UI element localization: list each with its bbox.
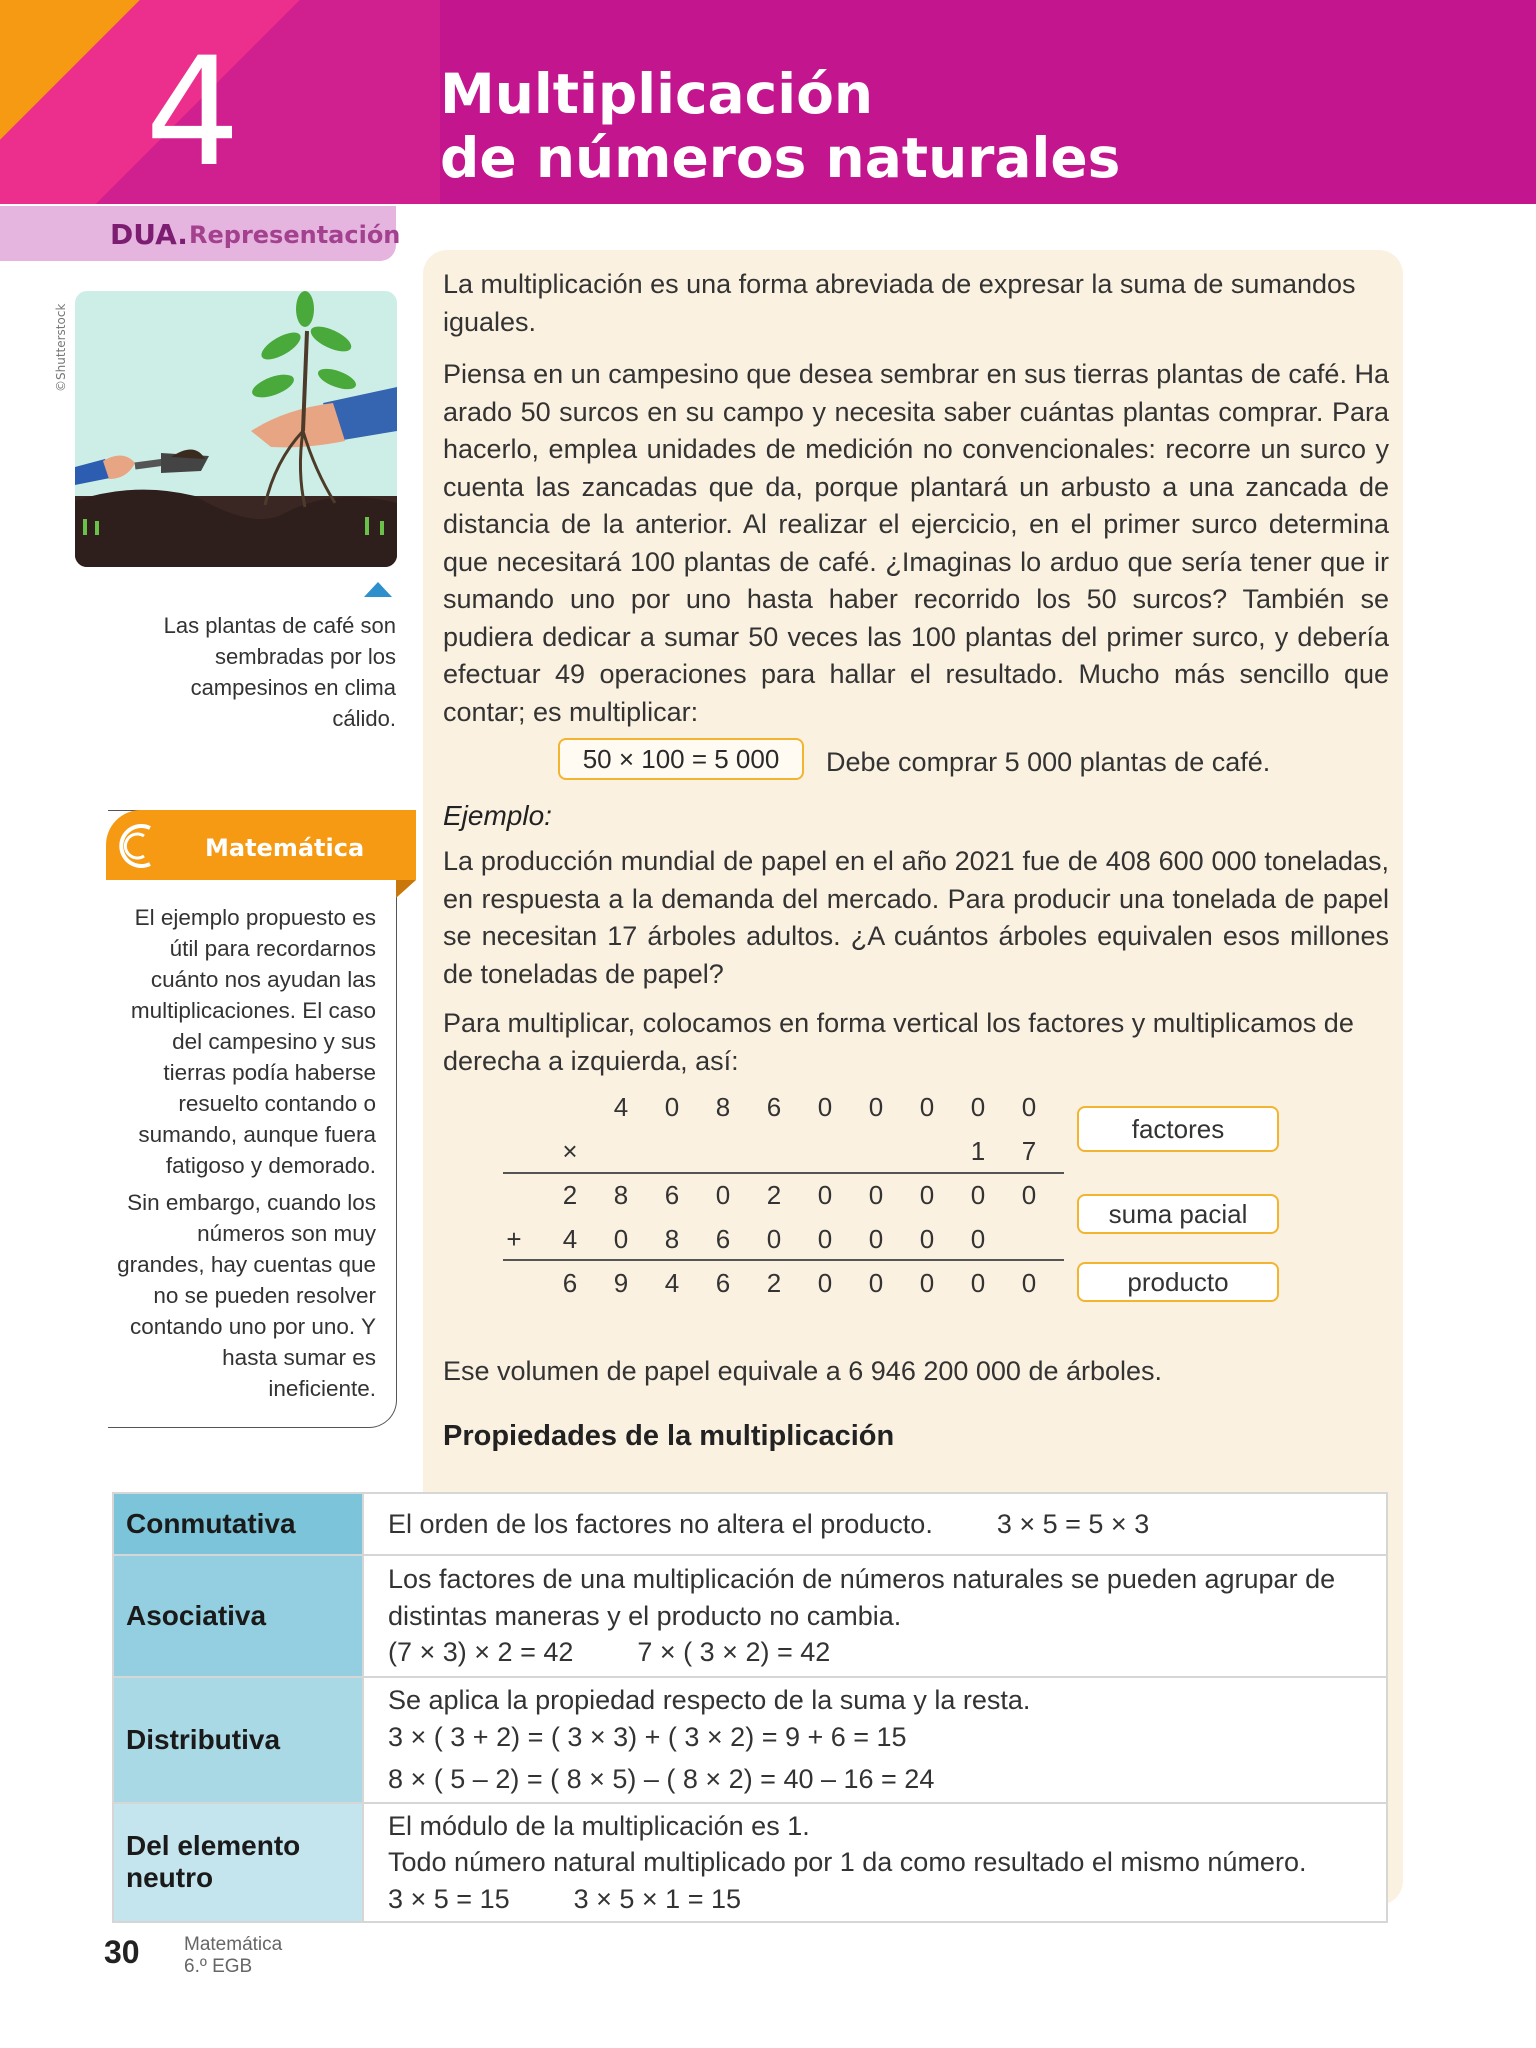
sidebar-title: Matemática bbox=[205, 834, 365, 862]
footer-grade: 6.º EGB bbox=[184, 1956, 253, 1977]
sidebar-paragraph: Sin embargo, cuando los números son muy grandes, hay cuentas que no se pueden resolver contando uno por uno. Y hasta sumar es ineficiente. bbox=[117, 1190, 376, 1401]
section-heading: Propiedades de la multiplicación bbox=[443, 1420, 895, 1452]
photo-caption: Las plantas de café son sembradas por los campesinos en clima cálido. bbox=[163, 613, 396, 731]
property-text: Todo número natural multiplicado por 1 da como resultado el mismo número. bbox=[388, 1847, 1307, 1877]
property-formula: 3 × 5 = 15 bbox=[388, 1883, 510, 1914]
subject-icon bbox=[110, 820, 164, 872]
digit: 6 bbox=[715, 1268, 731, 1298]
dua-label: DUA. bbox=[110, 218, 188, 251]
digit: 0 bbox=[970, 1092, 986, 1122]
table-row bbox=[113, 1555, 1387, 1677]
digit: 8 bbox=[613, 1180, 629, 1210]
digit: 0 bbox=[919, 1180, 935, 1210]
chapter-title-line1: Multiplicación bbox=[440, 62, 874, 126]
digit: 0 bbox=[970, 1268, 986, 1298]
digit: 0 bbox=[613, 1224, 629, 1254]
partial-sum-label: suma pacial bbox=[1077, 1194, 1279, 1234]
property-name: Distributiva bbox=[113, 1677, 363, 1803]
digit: 0 bbox=[868, 1092, 884, 1122]
property-description bbox=[363, 1803, 1387, 1923]
property-formula: 3 × 5 = 5 × 3 bbox=[996, 1508, 1150, 1539]
dua-type: Representación bbox=[189, 221, 401, 249]
operation-line bbox=[503, 1172, 1064, 1174]
digit: 2 bbox=[562, 1180, 578, 1210]
digit: 2 bbox=[766, 1180, 782, 1210]
factors-label: factores bbox=[1077, 1106, 1279, 1152]
digit: 6 bbox=[664, 1180, 680, 1210]
dua-tag bbox=[0, 206, 401, 261]
property-description bbox=[363, 1493, 1387, 1555]
property-text: El orden de los factores no altera el producto. bbox=[388, 1508, 933, 1539]
digit: 4 bbox=[613, 1092, 629, 1122]
photo-credit: ©Shutterstock bbox=[54, 303, 68, 392]
digit: 0 bbox=[919, 1268, 935, 1298]
properties-table bbox=[112, 1492, 1388, 1923]
digit: 7 bbox=[1021, 1136, 1037, 1166]
property-description bbox=[363, 1677, 1387, 1803]
plus-sign: + bbox=[506, 1224, 522, 1254]
table-row bbox=[113, 1493, 1387, 1555]
paragraph: Piensa en un campesino que desea sembrar en sus tierras plantas de café. Ha arado 50 surcos en su campo y necesita saber cuántas plantas comprar. Para hacerlo, emplea unidades de medición no convencionales: recorre un surco y cuenta las zancadas que da, porque plantará un arbusto a una zancada de distancia de la anterior. Al realizar el ejercicio, en el primer surco determina que necesitará 100 plantas de café. ¿Imaginas lo arduo que sería tener que ir sumando uno por uno hasta haber recorrido los 50 surcos? También se pudiera dedicar a sumar 50 veces las 100 plantas del primer surco, y debería efectuar 49 operaciones para hallar el resultado. Mucho más sencillo que contar; es multiplicar: bbox=[443, 359, 1389, 727]
times-sign: × bbox=[562, 1136, 578, 1166]
digit: 8 bbox=[664, 1224, 680, 1254]
digit: 0 bbox=[817, 1092, 833, 1122]
footer-subject bbox=[184, 1934, 282, 1978]
digit: 8 bbox=[715, 1092, 731, 1122]
digit: 0 bbox=[715, 1180, 731, 1210]
paragraph: La multiplicación es una forma abreviada de expresar la suma de sumandos iguales. bbox=[443, 269, 1356, 337]
paragraph: La producción mundial de papel en el año 2021 fue de 408 600 000 toneladas, en respuesta a la demanda del mercado. Para producir una tonelada de papel se necesitan 17 árboles adultos. ¿A cuántos árboles equivalen esos millones de toneladas de papel? bbox=[443, 846, 1389, 989]
digit: 0 bbox=[817, 1180, 833, 1210]
digit: 2 bbox=[766, 1268, 782, 1298]
digit: 4 bbox=[664, 1268, 680, 1298]
digit: 1 bbox=[970, 1136, 986, 1166]
property-name: Asociativa bbox=[113, 1555, 363, 1677]
sidebar-paragraph: El ejemplo propuesto es útil para recordarnos cuánto nos ayudan las multiplicaciones. El caso del campesino y sus tierras podía haberse resuelto contando o sumando, aunque fuera fatigoso y demorado. bbox=[130, 905, 376, 1178]
table-row bbox=[113, 1803, 1387, 1923]
property-text: El módulo de la multiplicación es 1. bbox=[388, 1810, 810, 1841]
digit: 0 bbox=[664, 1092, 680, 1122]
operation-line bbox=[503, 1259, 1064, 1261]
property-formula: 3 × 5 × 1 = 15 bbox=[573, 1883, 742, 1914]
digit: 0 bbox=[1021, 1180, 1037, 1210]
digit: 0 bbox=[868, 1224, 884, 1254]
chapter-title bbox=[440, 62, 1120, 190]
digit: 4 bbox=[562, 1224, 578, 1254]
digit: 0 bbox=[1021, 1268, 1037, 1298]
sidebar-text bbox=[112, 902, 376, 1410]
property-text: Se aplica la propiedad respecto de la suma y la resta. bbox=[388, 1685, 1031, 1715]
digit: 6 bbox=[562, 1268, 578, 1298]
footer-subject-name: Matemática bbox=[184, 1934, 283, 1955]
example-label: Ejemplo: bbox=[443, 800, 552, 831]
property-formula: 7 × ( 3 × 2) = 42 bbox=[637, 1637, 831, 1668]
paragraph: Ese volumen de papel equivale a 6 946 200 000 de árboles. bbox=[443, 1356, 1163, 1386]
product-label: producto bbox=[1077, 1262, 1279, 1302]
digit: 0 bbox=[817, 1224, 833, 1254]
coffee-plant-photo bbox=[75, 291, 397, 567]
caption-pointer-icon bbox=[364, 582, 392, 597]
digit: 0 bbox=[868, 1180, 884, 1210]
page-number: 30 bbox=[104, 1934, 140, 1970]
table-row bbox=[113, 1677, 1387, 1803]
property-name: Del elemento neutro bbox=[113, 1803, 363, 1923]
property-formula: (7 × 3) × 2 = 42 bbox=[388, 1637, 574, 1668]
digit: 0 bbox=[817, 1268, 833, 1298]
digit: 6 bbox=[766, 1092, 782, 1122]
digit: 0 bbox=[970, 1180, 986, 1210]
sidebar-fold bbox=[396, 880, 416, 898]
digit: 0 bbox=[919, 1092, 935, 1122]
property-formula: 8 × ( 5 – 2) = ( 8 × 5) – ( 8 × 2) = 40 – 16 = 24 bbox=[388, 1764, 935, 1794]
property-formula: 3 × ( 3 + 2) = ( 3 × 3) + ( 3 × 2) = 9 + 6 = 15 bbox=[388, 1721, 907, 1752]
property-text: Los factores de una multiplicación de números naturales se pueden agrupar de distintas maneras y el producto no cambia. bbox=[388, 1564, 1336, 1631]
digit: 0 bbox=[919, 1224, 935, 1254]
digit: 0 bbox=[868, 1268, 884, 1298]
chapter-title-line2: de números naturales bbox=[440, 126, 1121, 190]
equation-note: Debe comprar 5 000 plantas de café. bbox=[826, 747, 1271, 777]
paragraph: Para multiplicar, colocamos en forma vertical los factores y multiplicamos de derecha a izquierda, así: bbox=[443, 1008, 1354, 1076]
digit: 6 bbox=[715, 1224, 731, 1254]
property-description bbox=[363, 1555, 1387, 1677]
digit: 9 bbox=[613, 1268, 629, 1298]
digit: 0 bbox=[766, 1224, 782, 1254]
digit: 0 bbox=[970, 1224, 986, 1254]
digit: 0 bbox=[1021, 1092, 1037, 1122]
chapter-number: 4 bbox=[145, 26, 241, 200]
property-name: Conmutativa bbox=[113, 1493, 363, 1555]
equation-box: 50 × 100 = 5 000 bbox=[558, 738, 804, 780]
